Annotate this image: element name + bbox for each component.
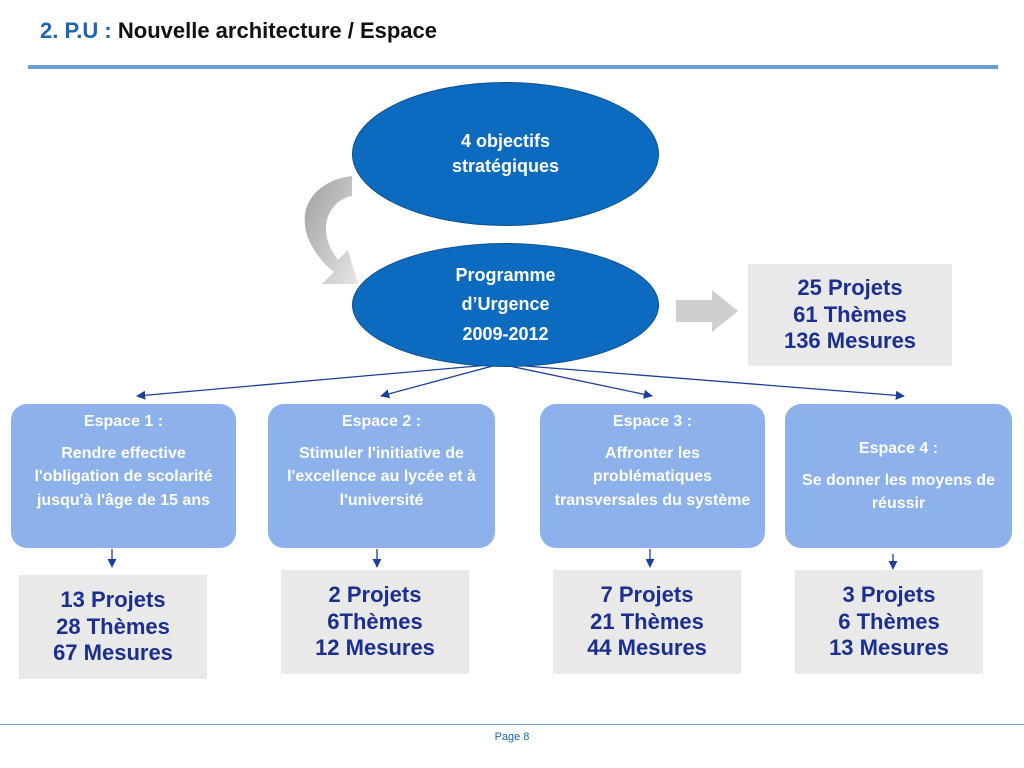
espace-1-projets: 13 Projets: [60, 587, 166, 613]
espace-2-stats-box: [281, 570, 469, 674]
total-stats-box: [748, 264, 952, 366]
espace-4-stats-box: [795, 570, 983, 674]
total-projets: 25 Projets: [797, 275, 903, 301]
down-arrows: [112, 549, 893, 569]
espace-1-mesures: 67 Mesures: [53, 640, 173, 666]
objectifs-line1: 4 objectifs: [460, 130, 551, 151]
total-mesures: 136 Mesures: [783, 328, 917, 354]
espace-4-projets: 3 Projets: [842, 582, 936, 608]
espace-3-projets: 7 Projets: [600, 582, 694, 608]
espace-3-text: Affronter les problématiques transversales du système: [554, 445, 751, 509]
page-number: Page 8: [494, 731, 530, 743]
espace-2-themes: 6Thèmes: [327, 608, 423, 634]
espace-2-projets: 2 Projets: [328, 582, 422, 608]
espace-1-box: [11, 404, 236, 548]
espace-3-box: [540, 404, 765, 548]
espace-4-text: Se donner les moyens de réussir: [802, 471, 995, 513]
espace-2-heading: Espace 2 :: [341, 413, 422, 430]
espace-3-themes: 21 Thèmes: [590, 608, 704, 634]
espace-4-themes: 6 Thèmes: [838, 608, 940, 634]
espace-1-text: Rendre effective l'obligation de scolarité jusqu'à l'âge de 15 ans: [34, 445, 213, 509]
espace-4-heading: Espace 4 :: [858, 439, 939, 457]
footer-divider: [0, 724, 1024, 725]
programme-ellipse: [352, 243, 659, 367]
branch-lines: [137, 364, 904, 396]
objectifs-ellipse: [352, 82, 659, 226]
espace-2-text: Stimuler l'initiative de l'excellence au lycée et à l'université: [287, 445, 476, 509]
espace-2-mesures: 12 Mesures: [315, 635, 435, 661]
espace-3-mesures: 44 Mesures: [587, 635, 707, 661]
title-text: Nouvelle architecture / Espace: [117, 18, 438, 43]
objectifs-line2: stratégiques: [451, 156, 560, 176]
espace-1-heading: Espace 1 :: [83, 413, 164, 430]
total-themes: 61 Thèmes: [793, 301, 907, 327]
programme-line1: Programme: [455, 265, 556, 286]
espace-3-heading: Espace 3 :: [612, 413, 693, 430]
curved-arrow-icon: [305, 176, 358, 284]
espace-2-box: [268, 404, 495, 548]
programme-line2: d’Urgence: [461, 294, 550, 315]
espace-4-box: [785, 404, 1012, 548]
espace-1-stats-box: [19, 575, 207, 679]
espace-3-stats-box: [553, 570, 741, 674]
programme-line3: 2009-2012: [462, 323, 549, 344]
espace-1-themes: 28 Thèmes: [56, 613, 170, 639]
title-prefix: 2. P.U :: [40, 18, 112, 43]
espace-4-mesures: 13 Mesures: [829, 635, 949, 661]
right-arrow-icon: [676, 290, 738, 332]
